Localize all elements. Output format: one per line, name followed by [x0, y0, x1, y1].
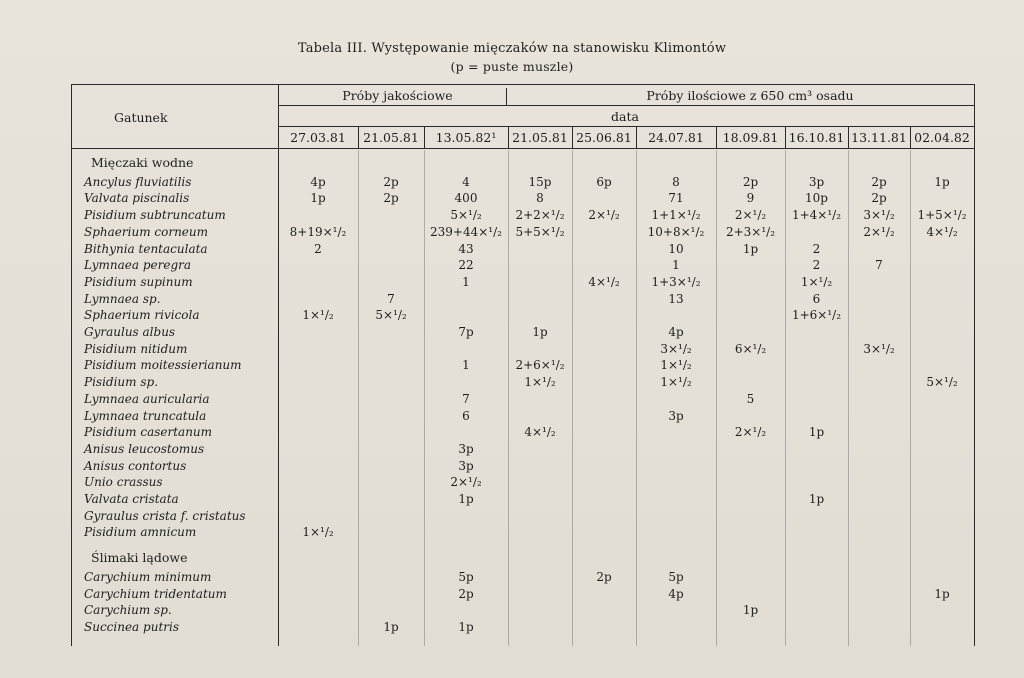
- column-divider: [71, 84, 72, 646]
- species-name: Lymnaea truncatula: [84, 408, 207, 423]
- table-cell: 1+6×¹/₂: [791, 308, 842, 323]
- table-cell: 43: [458, 241, 474, 256]
- species-name: Lymnaea peregra: [84, 258, 192, 273]
- table-cell: 1×¹/₂: [660, 358, 692, 373]
- column-divider: [974, 84, 975, 646]
- date-header: 13.11.81: [851, 130, 907, 145]
- data-rule: [278, 126, 974, 127]
- header-quantitative: Próby ilościowe z 650 cm³ osadu: [646, 88, 854, 103]
- species-name: Gyraulus crista f. cristatus: [84, 508, 246, 523]
- table-cell: 4p: [310, 174, 326, 189]
- species-name: Lymnaea sp.: [84, 291, 161, 306]
- table-cell: 1p: [808, 492, 825, 506]
- table-cell: 2p: [383, 174, 399, 189]
- section-heading: Ślimaki lądowe: [91, 550, 188, 566]
- table-cell: 1p: [458, 492, 474, 506]
- table-cell: 1: [462, 358, 470, 373]
- table-cell: 6×¹/₂: [734, 341, 767, 356]
- table-cell: 2×¹/₂: [734, 425, 767, 440]
- header-gatunek: Gatunek: [114, 110, 168, 125]
- column-divider: [785, 150, 786, 646]
- table-cell: 2×¹/₂: [734, 208, 767, 223]
- species-name: Carychium tridentatum: [84, 586, 227, 601]
- table-cell: 7: [462, 391, 470, 406]
- table-cell: 3×¹/₂: [660, 341, 692, 356]
- species-name: Pisidium subtruncatum: [84, 208, 226, 223]
- table-subtitle: (p = puste muszle): [450, 59, 574, 74]
- table-cell: 3p: [458, 458, 474, 473]
- table-cell: 8: [536, 191, 544, 206]
- column-divider: [506, 88, 507, 105]
- species-name: Pisidium casertanum: [84, 425, 213, 440]
- table-cell: 1×¹/₂: [800, 274, 833, 289]
- table-cell: 1×¹/₂: [524, 375, 556, 390]
- table-cell: 4×¹/₂: [524, 425, 556, 440]
- table-cell: 1: [672, 258, 680, 273]
- table-cell: 4: [462, 174, 470, 189]
- table-cell: 3p: [668, 408, 684, 423]
- date-header: 27.03.81: [290, 130, 346, 145]
- table-cell: 13: [668, 291, 684, 306]
- table-cell: 4p: [668, 325, 684, 339]
- table-cell: 6: [812, 291, 821, 306]
- species-name: Pisidium supinum: [84, 274, 193, 289]
- table-cell: 6: [462, 408, 470, 423]
- table-cell: 1p: [934, 174, 950, 189]
- species-name: Valvata cristata: [84, 492, 179, 506]
- species-name: Anisus leucostomus: [84, 441, 205, 456]
- date-header: 21.05.81: [363, 130, 419, 145]
- species-name: Ancylus fluviatilis: [84, 174, 192, 189]
- table-cell: 1p: [742, 603, 759, 618]
- species-name: Unio crassus: [84, 475, 163, 490]
- section-heading: Mięczaki wodne: [91, 155, 194, 170]
- column-divider: [278, 84, 279, 646]
- table-cell: 7: [875, 258, 883, 273]
- table-cell: 4×¹/₂: [926, 224, 958, 239]
- species-name: Pisidium sp.: [84, 375, 159, 390]
- table-cell: 2p: [458, 586, 474, 601]
- table-cell: 1p: [808, 425, 825, 440]
- header-qualitative: Próby jakościowe: [342, 88, 453, 103]
- table-cell: 2+6×¹/₂: [515, 358, 565, 373]
- date-header: 25.06.81: [576, 130, 632, 145]
- top-rule: [71, 84, 974, 85]
- table-cell: 1p: [934, 586, 950, 601]
- table-cell: 2p: [596, 569, 612, 584]
- table-cell: 1p: [742, 241, 759, 256]
- table-cell: 2: [812, 241, 821, 256]
- table-cell: 10+8×¹/₂: [647, 224, 705, 239]
- table-cell: 2: [314, 241, 322, 256]
- table-cell: 4p: [668, 586, 684, 601]
- table-cell: 15p: [528, 174, 552, 189]
- table-cell: 5+5×¹/₂: [515, 224, 565, 239]
- species-name: Valvata piscinalis: [84, 191, 190, 206]
- species-name: Lymnaea auricularia: [84, 391, 210, 406]
- table-cell: 1+4×¹/₂: [791, 208, 842, 223]
- header-data: data: [611, 109, 639, 124]
- table-cell: 1: [462, 274, 470, 289]
- table-cell: 1p: [532, 325, 548, 339]
- table-title: Tabela III. Występowanie mięczaków na stanowisku Klimontów: [297, 41, 727, 56]
- table-cell: 1p: [458, 619, 474, 634]
- table-cell: 10: [668, 241, 684, 256]
- table-cell: 5: [746, 391, 755, 406]
- table-cell: 1p: [383, 619, 399, 634]
- table-cell: 6p: [596, 174, 612, 189]
- table-cell: 1×¹/₂: [660, 375, 692, 390]
- date-header: 13.05.82¹: [435, 130, 497, 145]
- table-cell: 1+1×¹/₂: [651, 208, 701, 223]
- species-name: Carychium sp.: [84, 603, 172, 618]
- table-cell: 2p: [383, 191, 399, 206]
- table-cell: 8: [672, 174, 680, 189]
- species-name: Carychium minimum: [84, 569, 212, 584]
- table-cell: 2+3×¹/₂: [725, 224, 776, 239]
- table-cell: 5p: [668, 569, 684, 584]
- table-cell: 2p: [871, 174, 887, 189]
- table-cell: 5×¹/₂: [375, 308, 407, 323]
- column-divider: [358, 150, 359, 646]
- species-name: Sphaerium corneum: [84, 224, 209, 239]
- table-cell: 1p: [310, 191, 326, 206]
- species-name: Anisus contortus: [84, 458, 187, 473]
- species-name: Pisidium moitessierianum: [84, 358, 242, 373]
- table-cell: 1+5×¹/₂: [917, 208, 967, 223]
- table-cell: 3p: [458, 441, 474, 456]
- table-cell: 2+2×¹/₂: [515, 208, 565, 223]
- table-cell: 8+19×¹/₂: [289, 224, 347, 239]
- species-name: Pisidium amnicum: [84, 525, 197, 540]
- table-cell: 5×¹/₂: [926, 375, 958, 390]
- table-cell: 7p: [458, 325, 474, 339]
- table-cell: 3×¹/₂: [863, 208, 895, 223]
- table-cell: 5p: [458, 569, 474, 584]
- species-name: Sphaerium rivicola: [84, 308, 200, 323]
- table-cell: 3×¹/₂: [863, 341, 895, 356]
- table-cell: 1×¹/₂: [302, 308, 334, 323]
- table-cell: 400: [454, 191, 478, 206]
- table-cell: 2×¹/₂: [863, 224, 895, 239]
- table-cell: 1×¹/₂: [302, 525, 334, 540]
- table-cell: 5×¹/₂: [450, 208, 482, 223]
- table-cell: 2×¹/₂: [450, 475, 482, 490]
- species-name: Bithynia tentaculata: [84, 241, 208, 256]
- table-cell: 2: [812, 258, 821, 273]
- species-name: Pisidium nitidum: [84, 341, 188, 356]
- table-cell: 2p: [742, 174, 759, 189]
- group-rule: [278, 105, 974, 106]
- table-cell: 22: [458, 258, 474, 273]
- table-cell: 7: [387, 291, 395, 306]
- table-cell: 1+3×¹/₂: [651, 274, 701, 289]
- species-name: Gyraulus albus: [84, 325, 176, 339]
- table-cell: 9: [746, 191, 755, 206]
- date-header: 18.09.81: [722, 130, 779, 145]
- table-cell: 2p: [871, 191, 887, 206]
- date-header: 02.04.82: [914, 130, 970, 145]
- table-cell: 10p: [805, 191, 828, 206]
- table-cell: 3p: [808, 174, 825, 189]
- date-header: 24.07.81: [648, 130, 704, 145]
- date-header: 16.10.81: [788, 130, 845, 145]
- table-cell: 239+44×¹/₂: [430, 224, 502, 239]
- table-cell: 4×¹/₂: [588, 274, 620, 289]
- table-cell: 2×¹/₂: [588, 208, 620, 223]
- date-header: 21.05.81: [512, 130, 568, 145]
- species-name: Succinea putris: [84, 619, 179, 634]
- table-cell: 71: [668, 191, 684, 206]
- header-bottom-rule: [71, 148, 974, 149]
